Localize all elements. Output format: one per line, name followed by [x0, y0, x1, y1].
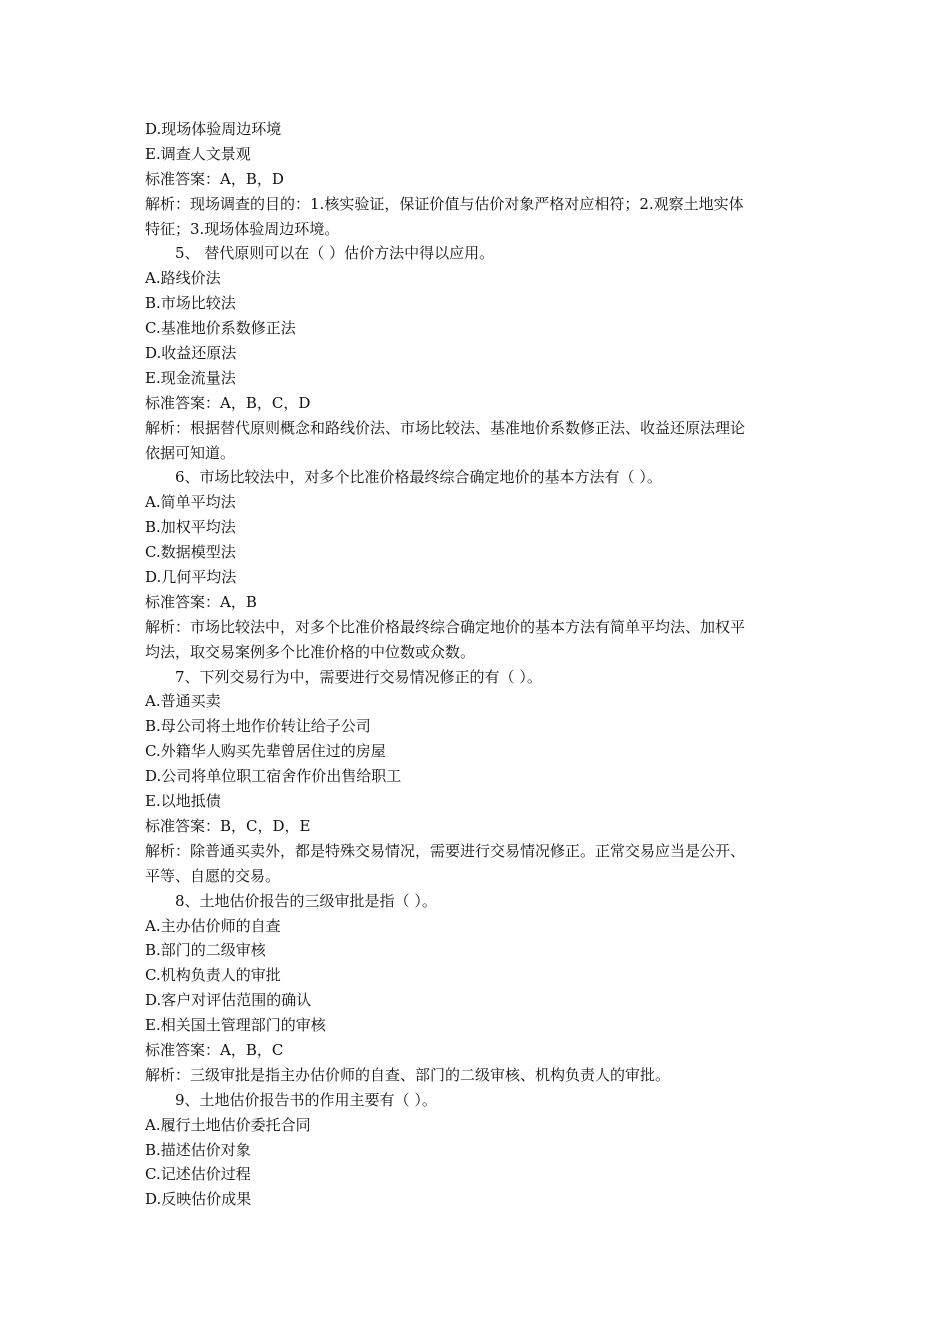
text-line: 均法，取交易案例多个比准价格的中位数或众数。 [145, 642, 476, 661]
text-line: 平等、自愿的交易。 [145, 866, 281, 885]
option-line: B.加权平均法 [145, 518, 236, 537]
option-line: A.履行土地估价委托合同 [145, 1115, 311, 1134]
option-line: B.母公司将土地作价转让给子公司 [145, 717, 371, 736]
text-line: 依据可知道。 [145, 443, 236, 462]
option-line: A.普通买卖 [145, 692, 221, 711]
option-line: B.部门的二级审核 [145, 941, 266, 960]
option-line: E.现金流量法 [145, 368, 236, 387]
document-page [145, 117, 815, 1212]
explanation-line: 解析：根据替代原则概念和路线价法、市场比较法、基准地价系数修正法、收益还原法理论 [145, 418, 746, 437]
option-line: D.现场体验周边环境 [145, 120, 282, 138]
option-line: D.客户对评估范围的确认 [145, 991, 312, 1010]
question-line: 6、市场比较法中，对多个比准价格最终综合确定地价的基本方法有（ ）。 [175, 468, 662, 487]
text-line: 特征；3.现场体验周边环境。 [145, 219, 340, 238]
explanation-line: 解析：除普通买卖外，都是特殊交易情况，需要进行交易情况修正。正常交易应当是公开、 [145, 841, 746, 860]
option-line: E.相关国土管理部门的审核 [145, 1016, 326, 1035]
option-line: A.简单平均法 [145, 493, 236, 512]
option-line: D.反映估价成果 [145, 1190, 252, 1209]
answer-line: 标准答案：A，B [145, 592, 257, 611]
option-line: D.几何平均法 [145, 568, 237, 587]
explanation-line: 解析：三级审批是指主办估价师的自查、部门的二级审核、机构负责人的审批。 [145, 1065, 671, 1084]
question-line: 9、土地估价报告书的作用主要有（ ）。 [175, 1090, 437, 1109]
option-line: C.基准地价系数修正法 [145, 319, 296, 338]
option-line: A.路线价法 [145, 269, 221, 288]
question-line: 5、 替代原则可以在（ ）估价方法中得以应用。 [175, 244, 495, 263]
answer-line: 标准答案：A，B，C，D [145, 393, 311, 412]
answer-line: 标准答案：A，B，C [145, 1040, 284, 1059]
option-line: C.数据模型法 [145, 543, 236, 562]
answer-line: 标准答案：B，C，D，E [145, 816, 311, 835]
option-line: D.公司将单位职工宿舍作价出售给职工 [145, 767, 402, 786]
option-line: C.机构负责人的审批 [145, 966, 281, 985]
option-line: B.市场比较法 [145, 294, 236, 313]
option-line: C.外籍华人购买先辈曾居住过的房屋 [145, 742, 386, 761]
option-line: E.调查人文景观 [145, 144, 251, 163]
option-line: B.描述估价对象 [145, 1140, 251, 1159]
question-line: 8、土地估价报告的三级审批是指（ ）。 [175, 891, 437, 910]
option-line: E.以地抵债 [145, 792, 221, 811]
option-line: D.收益还原法 [145, 344, 237, 363]
option-line: C.记述估价过程 [145, 1165, 251, 1184]
option-line: A.主办估价师的自查 [145, 916, 281, 935]
explanation-line: 解析：现场调查的目的：1.核实验证，保证价值与估价对象严格对应相符；2.观察土地实体 [145, 194, 744, 213]
explanation-line: 解析：市场比较法中，对多个比准价格最终综合确定地价的基本方法有简单平均法、加权平 [145, 617, 746, 636]
answer-line: 标准答案：A，B，D [145, 169, 284, 188]
question-line: 7、下列交易行为中，需要进行交易情况修正的有（ ）。 [175, 667, 542, 686]
